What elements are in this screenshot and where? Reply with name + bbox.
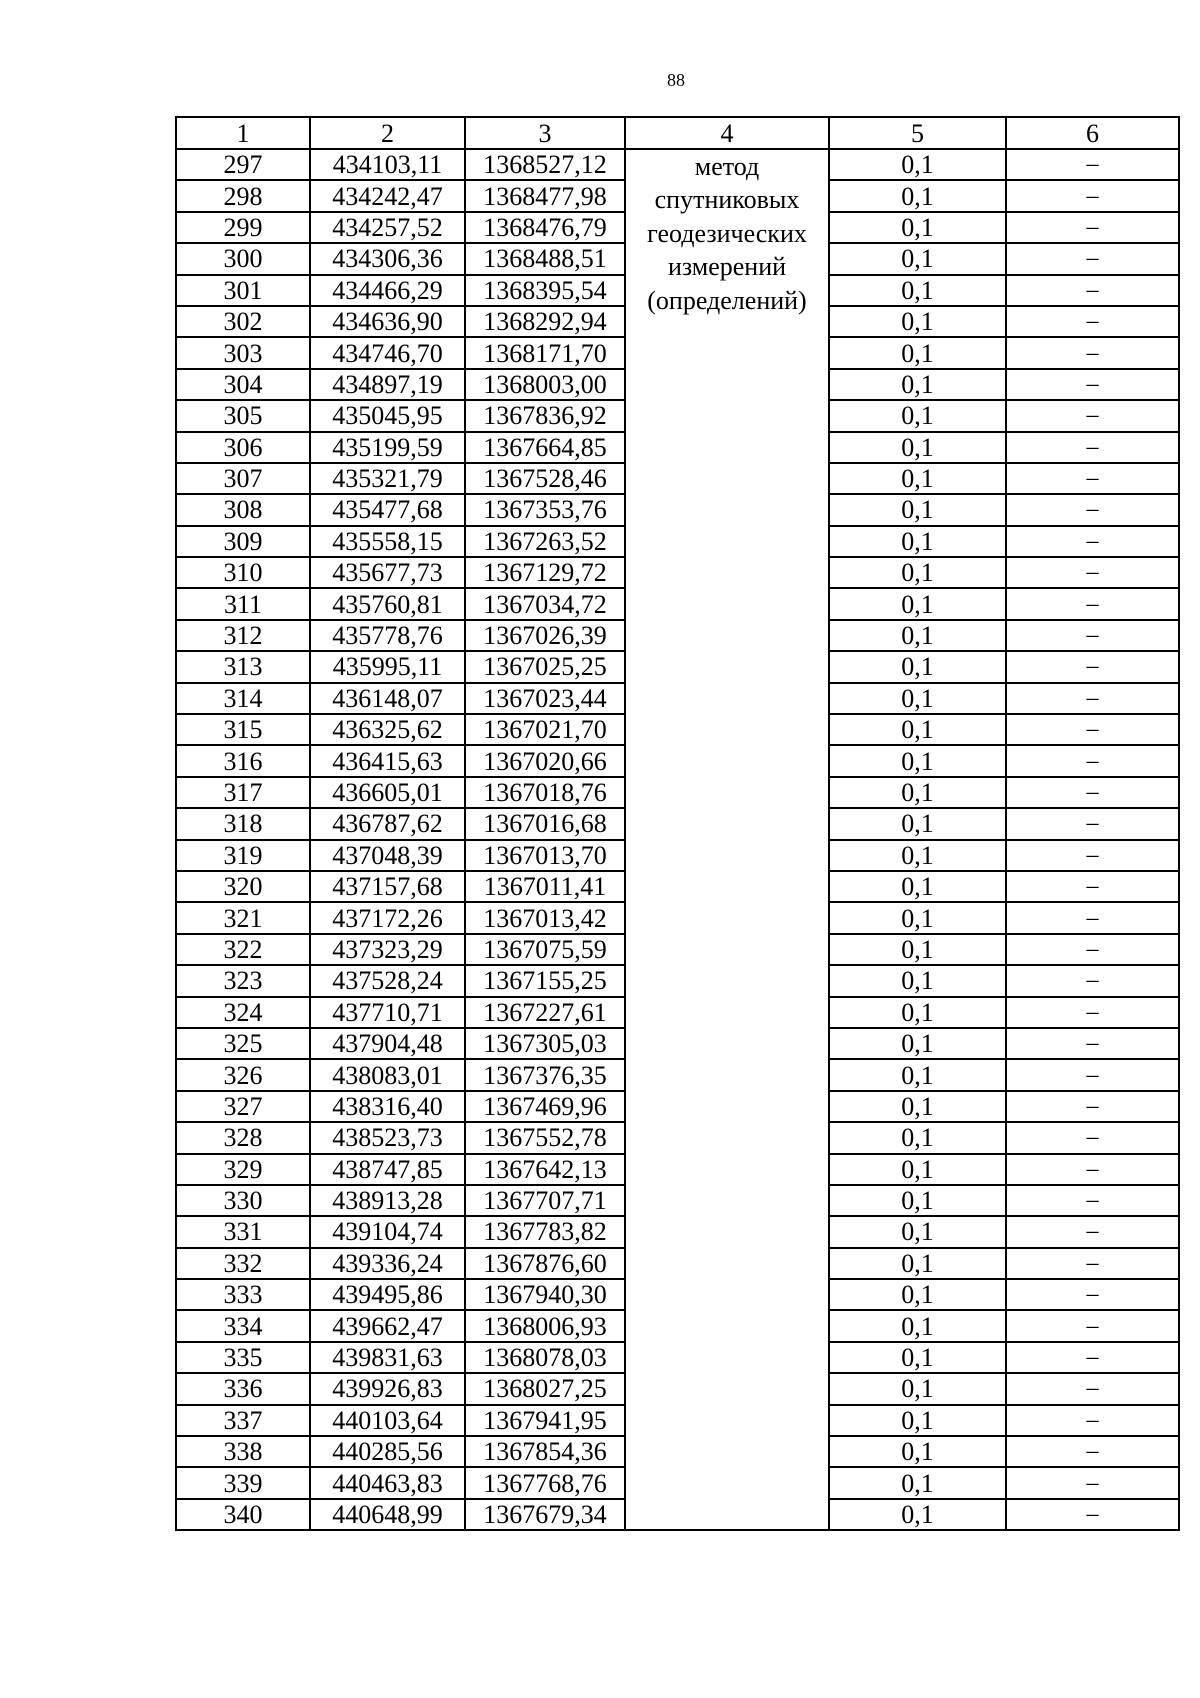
accuracy-cell: 0,1 (829, 714, 1006, 745)
column-6-cell: – (1006, 934, 1179, 965)
point-number-cell: 298 (176, 180, 310, 211)
point-number-cell: 316 (176, 745, 310, 776)
column-6-cell: – (1006, 1373, 1179, 1404)
point-number-cell: 318 (176, 808, 310, 839)
accuracy-cell: 0,1 (829, 683, 1006, 714)
column-6-cell: – (1006, 149, 1179, 180)
point-number-cell: 321 (176, 902, 310, 933)
x-coordinate-cell: 440463,83 (310, 1467, 465, 1498)
method-text-line: (определений) (647, 285, 807, 315)
point-number-cell: 304 (176, 369, 310, 400)
point-number-cell: 307 (176, 463, 310, 494)
point-number-cell: 328 (176, 1122, 310, 1153)
x-coordinate-cell: 435778,76 (310, 620, 465, 651)
column-6-cell: – (1006, 840, 1179, 871)
x-coordinate-cell: 439662,47 (310, 1310, 465, 1341)
accuracy-cell: 0,1 (829, 432, 1006, 463)
accuracy-cell: 0,1 (829, 620, 1006, 651)
accuracy-cell: 0,1 (829, 840, 1006, 871)
x-coordinate-cell: 435045,95 (310, 400, 465, 431)
y-coordinate-cell: 1368171,70 (465, 337, 625, 368)
x-coordinate-cell: 440103,64 (310, 1405, 465, 1436)
point-number-cell: 330 (176, 1185, 310, 1216)
y-coordinate-cell: 1367376,35 (465, 1059, 625, 1090)
accuracy-cell: 0,1 (829, 745, 1006, 776)
y-coordinate-cell: 1367023,44 (465, 683, 625, 714)
column-6-cell: – (1006, 871, 1179, 902)
column-6-cell: – (1006, 902, 1179, 933)
y-coordinate-cell: 1367263,52 (465, 526, 625, 557)
method-text-line: измерений (667, 252, 787, 282)
point-number-cell: 300 (176, 243, 310, 274)
x-coordinate-cell: 437048,39 (310, 840, 465, 871)
column-6-cell: – (1006, 714, 1179, 745)
y-coordinate-cell: 1367469,96 (465, 1091, 625, 1122)
method-text-line: спутниковых (654, 185, 800, 215)
y-coordinate-cell: 1367941,95 (465, 1405, 625, 1436)
point-number-cell: 338 (176, 1436, 310, 1467)
header-col-5: 5 (829, 117, 1006, 149)
x-coordinate-cell: 434257,52 (310, 212, 465, 243)
point-number-cell: 310 (176, 557, 310, 588)
x-coordinate-cell: 434746,70 (310, 337, 465, 368)
point-number-cell: 322 (176, 934, 310, 965)
y-coordinate-cell: 1367768,76 (465, 1467, 625, 1498)
x-coordinate-cell: 434103,11 (310, 149, 465, 180)
point-number-cell: 301 (176, 275, 310, 306)
point-number-cell: 323 (176, 965, 310, 996)
column-6-cell: – (1006, 400, 1179, 431)
accuracy-cell: 0,1 (829, 777, 1006, 808)
x-coordinate-cell: 438523,73 (310, 1122, 465, 1153)
point-number-cell: 311 (176, 588, 310, 619)
x-coordinate-cell: 438083,01 (310, 1059, 465, 1090)
coordinates-table (175, 116, 1180, 1531)
column-6-cell: – (1006, 683, 1179, 714)
x-coordinate-cell: 437157,68 (310, 871, 465, 902)
accuracy-cell: 0,1 (829, 1248, 1006, 1279)
y-coordinate-cell: 1368395,54 (465, 275, 625, 306)
accuracy-cell: 0,1 (829, 369, 1006, 400)
x-coordinate-cell: 434306,36 (310, 243, 465, 274)
point-number-cell: 332 (176, 1248, 310, 1279)
column-6-cell: – (1006, 1185, 1179, 1216)
point-number-cell: 303 (176, 337, 310, 368)
y-coordinate-cell: 1367034,72 (465, 588, 625, 619)
header-row (176, 117, 1179, 149)
y-coordinate-cell: 1367016,68 (465, 808, 625, 839)
point-number-cell: 313 (176, 651, 310, 682)
x-coordinate-cell: 436325,62 (310, 714, 465, 745)
accuracy-cell: 0,1 (829, 965, 1006, 996)
x-coordinate-cell: 439336,24 (310, 1248, 465, 1279)
point-number-cell: 336 (176, 1373, 310, 1404)
y-coordinate-cell: 1367353,76 (465, 494, 625, 525)
header-col-6: 6 (1006, 117, 1179, 149)
point-number-cell: 302 (176, 306, 310, 337)
y-coordinate-cell: 1367227,61 (465, 997, 625, 1028)
header-col-1: 1 (176, 117, 310, 149)
point-number-cell: 312 (176, 620, 310, 651)
column-6-cell: – (1006, 337, 1179, 368)
x-coordinate-cell: 434466,29 (310, 275, 465, 306)
x-coordinate-cell: 438913,28 (310, 1185, 465, 1216)
y-coordinate-cell: 1367707,71 (465, 1185, 625, 1216)
point-number-cell: 317 (176, 777, 310, 808)
accuracy-cell: 0,1 (829, 1467, 1006, 1498)
column-6-cell: – (1006, 588, 1179, 619)
accuracy-cell: 0,1 (829, 1091, 1006, 1122)
accuracy-cell: 0,1 (829, 871, 1006, 902)
column-6-cell: – (1006, 1499, 1179, 1530)
accuracy-cell: 0,1 (829, 526, 1006, 557)
point-number-cell: 320 (176, 871, 310, 902)
column-6-cell: – (1006, 1310, 1179, 1341)
x-coordinate-cell: 440285,56 (310, 1436, 465, 1467)
y-coordinate-cell: 1368027,25 (465, 1373, 625, 1404)
accuracy-cell: 0,1 (829, 808, 1006, 839)
accuracy-cell: 0,1 (829, 212, 1006, 243)
column-6-cell: – (1006, 1467, 1179, 1498)
y-coordinate-cell: 1367018,76 (465, 777, 625, 808)
point-number-cell: 339 (176, 1467, 310, 1498)
y-coordinate-cell: 1367305,03 (465, 1028, 625, 1059)
x-coordinate-cell: 439831,63 (310, 1342, 465, 1373)
x-coordinate-cell: 435477,68 (310, 494, 465, 525)
header-col-3: 3 (465, 117, 625, 149)
column-6-cell: – (1006, 432, 1179, 463)
header-col-4: 4 (625, 117, 829, 149)
point-number-cell: 314 (176, 683, 310, 714)
x-coordinate-cell: 440648,99 (310, 1499, 465, 1530)
x-coordinate-cell: 436787,62 (310, 808, 465, 839)
table-body (176, 149, 1179, 1530)
accuracy-cell: 0,1 (829, 1310, 1006, 1341)
accuracy-cell: 0,1 (829, 1216, 1006, 1247)
accuracy-cell: 0,1 (829, 494, 1006, 525)
column-6-cell: – (1006, 526, 1179, 557)
x-coordinate-cell: 438747,85 (310, 1154, 465, 1185)
accuracy-cell: 0,1 (829, 337, 1006, 368)
point-number-cell: 325 (176, 1028, 310, 1059)
point-number-cell: 306 (176, 432, 310, 463)
column-6-cell: – (1006, 369, 1179, 400)
column-6-cell: – (1006, 180, 1179, 211)
accuracy-cell: 0,1 (829, 400, 1006, 431)
y-coordinate-cell: 1368006,93 (465, 1310, 625, 1341)
y-coordinate-cell: 1367021,70 (465, 714, 625, 745)
y-coordinate-cell: 1368527,12 (465, 149, 625, 180)
accuracy-cell: 0,1 (829, 557, 1006, 588)
column-6-cell: – (1006, 777, 1179, 808)
y-coordinate-cell: 1367642,13 (465, 1154, 625, 1185)
table-row (176, 149, 1179, 180)
accuracy-cell: 0,1 (829, 902, 1006, 933)
point-number-cell: 335 (176, 1342, 310, 1373)
column-6-cell: – (1006, 1248, 1179, 1279)
accuracy-cell: 0,1 (829, 463, 1006, 494)
page-number: 88 (667, 70, 685, 90)
column-6-cell: – (1006, 1216, 1179, 1247)
x-coordinate-cell: 434636,90 (310, 306, 465, 337)
column-6-cell: – (1006, 494, 1179, 525)
point-number-cell: 324 (176, 997, 310, 1028)
accuracy-cell: 0,1 (829, 243, 1006, 274)
y-coordinate-cell: 1367552,78 (465, 1122, 625, 1153)
point-number-cell: 305 (176, 400, 310, 431)
accuracy-cell: 0,1 (829, 1122, 1006, 1153)
accuracy-cell: 0,1 (829, 651, 1006, 682)
column-6-cell: – (1006, 997, 1179, 1028)
x-coordinate-cell: 437710,71 (310, 997, 465, 1028)
x-coordinate-cell: 435199,59 (310, 432, 465, 463)
y-coordinate-cell: 1367025,25 (465, 651, 625, 682)
column-6-cell: – (1006, 965, 1179, 996)
point-number-cell: 297 (176, 149, 310, 180)
y-coordinate-cell: 1368292,94 (465, 306, 625, 337)
column-6-cell: – (1006, 620, 1179, 651)
y-coordinate-cell: 1367876,60 (465, 1248, 625, 1279)
accuracy-cell: 0,1 (829, 180, 1006, 211)
column-6-cell: – (1006, 306, 1179, 337)
column-6-cell: – (1006, 745, 1179, 776)
point-number-cell: 331 (176, 1216, 310, 1247)
x-coordinate-cell: 439926,83 (310, 1373, 465, 1404)
x-coordinate-cell: 435321,79 (310, 463, 465, 494)
y-coordinate-cell: 1367013,42 (465, 902, 625, 933)
accuracy-cell: 0,1 (829, 1185, 1006, 1216)
y-coordinate-cell: 1367836,92 (465, 400, 625, 431)
accuracy-cell: 0,1 (829, 1499, 1006, 1530)
column-6-cell: – (1006, 1405, 1179, 1436)
point-number-cell: 333 (176, 1279, 310, 1310)
accuracy-cell: 0,1 (829, 1436, 1006, 1467)
column-6-cell: – (1006, 1122, 1179, 1153)
y-coordinate-cell: 1368488,51 (465, 243, 625, 274)
method-cell (625, 149, 829, 1530)
y-coordinate-cell: 1367854,36 (465, 1436, 625, 1467)
column-6-cell: – (1006, 463, 1179, 494)
column-6-cell: – (1006, 808, 1179, 839)
y-coordinate-cell: 1367664,85 (465, 432, 625, 463)
point-number-cell: 340 (176, 1499, 310, 1530)
point-number-cell: 337 (176, 1405, 310, 1436)
accuracy-cell: 0,1 (829, 1342, 1006, 1373)
y-coordinate-cell: 1367155,25 (465, 965, 625, 996)
point-number-cell: 299 (176, 212, 310, 243)
column-6-cell: – (1006, 243, 1179, 274)
column-6-cell: – (1006, 1059, 1179, 1090)
accuracy-cell: 0,1 (829, 275, 1006, 306)
accuracy-cell: 0,1 (829, 1154, 1006, 1185)
accuracy-cell: 0,1 (829, 1373, 1006, 1404)
method-text-line: метод (694, 152, 760, 181)
x-coordinate-cell: 435760,81 (310, 588, 465, 619)
x-coordinate-cell: 434897,19 (310, 369, 465, 400)
y-coordinate-cell: 1368078,03 (465, 1342, 625, 1373)
column-6-cell: – (1006, 557, 1179, 588)
point-number-cell: 315 (176, 714, 310, 745)
accuracy-cell: 0,1 (829, 1059, 1006, 1090)
point-number-cell: 334 (176, 1310, 310, 1341)
accuracy-cell: 0,1 (829, 1028, 1006, 1059)
accuracy-cell: 0,1 (829, 1405, 1006, 1436)
y-coordinate-cell: 1368476,79 (465, 212, 625, 243)
y-coordinate-cell: 1367011,41 (465, 871, 625, 902)
column-6-cell: – (1006, 1154, 1179, 1185)
column-6-cell: – (1006, 1279, 1179, 1310)
column-6-cell: – (1006, 275, 1179, 306)
accuracy-cell: 0,1 (829, 588, 1006, 619)
column-6-cell: – (1006, 1342, 1179, 1373)
x-coordinate-cell: 438316,40 (310, 1091, 465, 1122)
x-coordinate-cell: 437323,29 (310, 934, 465, 965)
accuracy-cell: 0,1 (829, 934, 1006, 965)
column-6-cell: – (1006, 651, 1179, 682)
y-coordinate-cell: 1367013,70 (465, 840, 625, 871)
x-coordinate-cell: 436415,63 (310, 745, 465, 776)
x-coordinate-cell: 437172,26 (310, 902, 465, 933)
accuracy-cell: 0,1 (829, 1279, 1006, 1310)
y-coordinate-cell: 1367783,82 (465, 1216, 625, 1247)
accuracy-cell: 0,1 (829, 306, 1006, 337)
y-coordinate-cell: 1367020,66 (465, 745, 625, 776)
y-coordinate-cell: 1368477,98 (465, 180, 625, 211)
y-coordinate-cell: 1367679,34 (465, 1499, 625, 1530)
column-6-cell: – (1006, 1028, 1179, 1059)
column-6-cell: – (1006, 1436, 1179, 1467)
accuracy-cell: 0,1 (829, 149, 1006, 180)
x-coordinate-cell: 435995,11 (310, 651, 465, 682)
y-coordinate-cell: 1367075,59 (465, 934, 625, 965)
point-number-cell: 326 (176, 1059, 310, 1090)
y-coordinate-cell: 1367129,72 (465, 557, 625, 588)
x-coordinate-cell: 435558,15 (310, 526, 465, 557)
accuracy-cell: 0,1 (829, 997, 1006, 1028)
point-number-cell: 319 (176, 840, 310, 871)
point-number-cell: 329 (176, 1154, 310, 1185)
y-coordinate-cell: 1367026,39 (465, 620, 625, 651)
column-6-cell: – (1006, 1091, 1179, 1122)
column-6-cell: – (1006, 212, 1179, 243)
x-coordinate-cell: 436605,01 (310, 777, 465, 808)
x-coordinate-cell: 436148,07 (310, 683, 465, 714)
x-coordinate-cell: 439104,74 (310, 1216, 465, 1247)
x-coordinate-cell: 437904,48 (310, 1028, 465, 1059)
method-text-line: геодезических (647, 218, 807, 248)
x-coordinate-cell: 439495,86 (310, 1279, 465, 1310)
point-number-cell: 327 (176, 1091, 310, 1122)
y-coordinate-cell: 1368003,00 (465, 369, 625, 400)
table-header (176, 117, 1179, 149)
x-coordinate-cell: 437528,24 (310, 965, 465, 996)
point-number-cell: 308 (176, 494, 310, 525)
point-number-cell: 309 (176, 526, 310, 557)
y-coordinate-cell: 1367528,46 (465, 463, 625, 494)
x-coordinate-cell: 435677,73 (310, 557, 465, 588)
x-coordinate-cell: 434242,47 (310, 180, 465, 211)
y-coordinate-cell: 1367940,30 (465, 1279, 625, 1310)
header-col-2: 2 (310, 117, 465, 149)
